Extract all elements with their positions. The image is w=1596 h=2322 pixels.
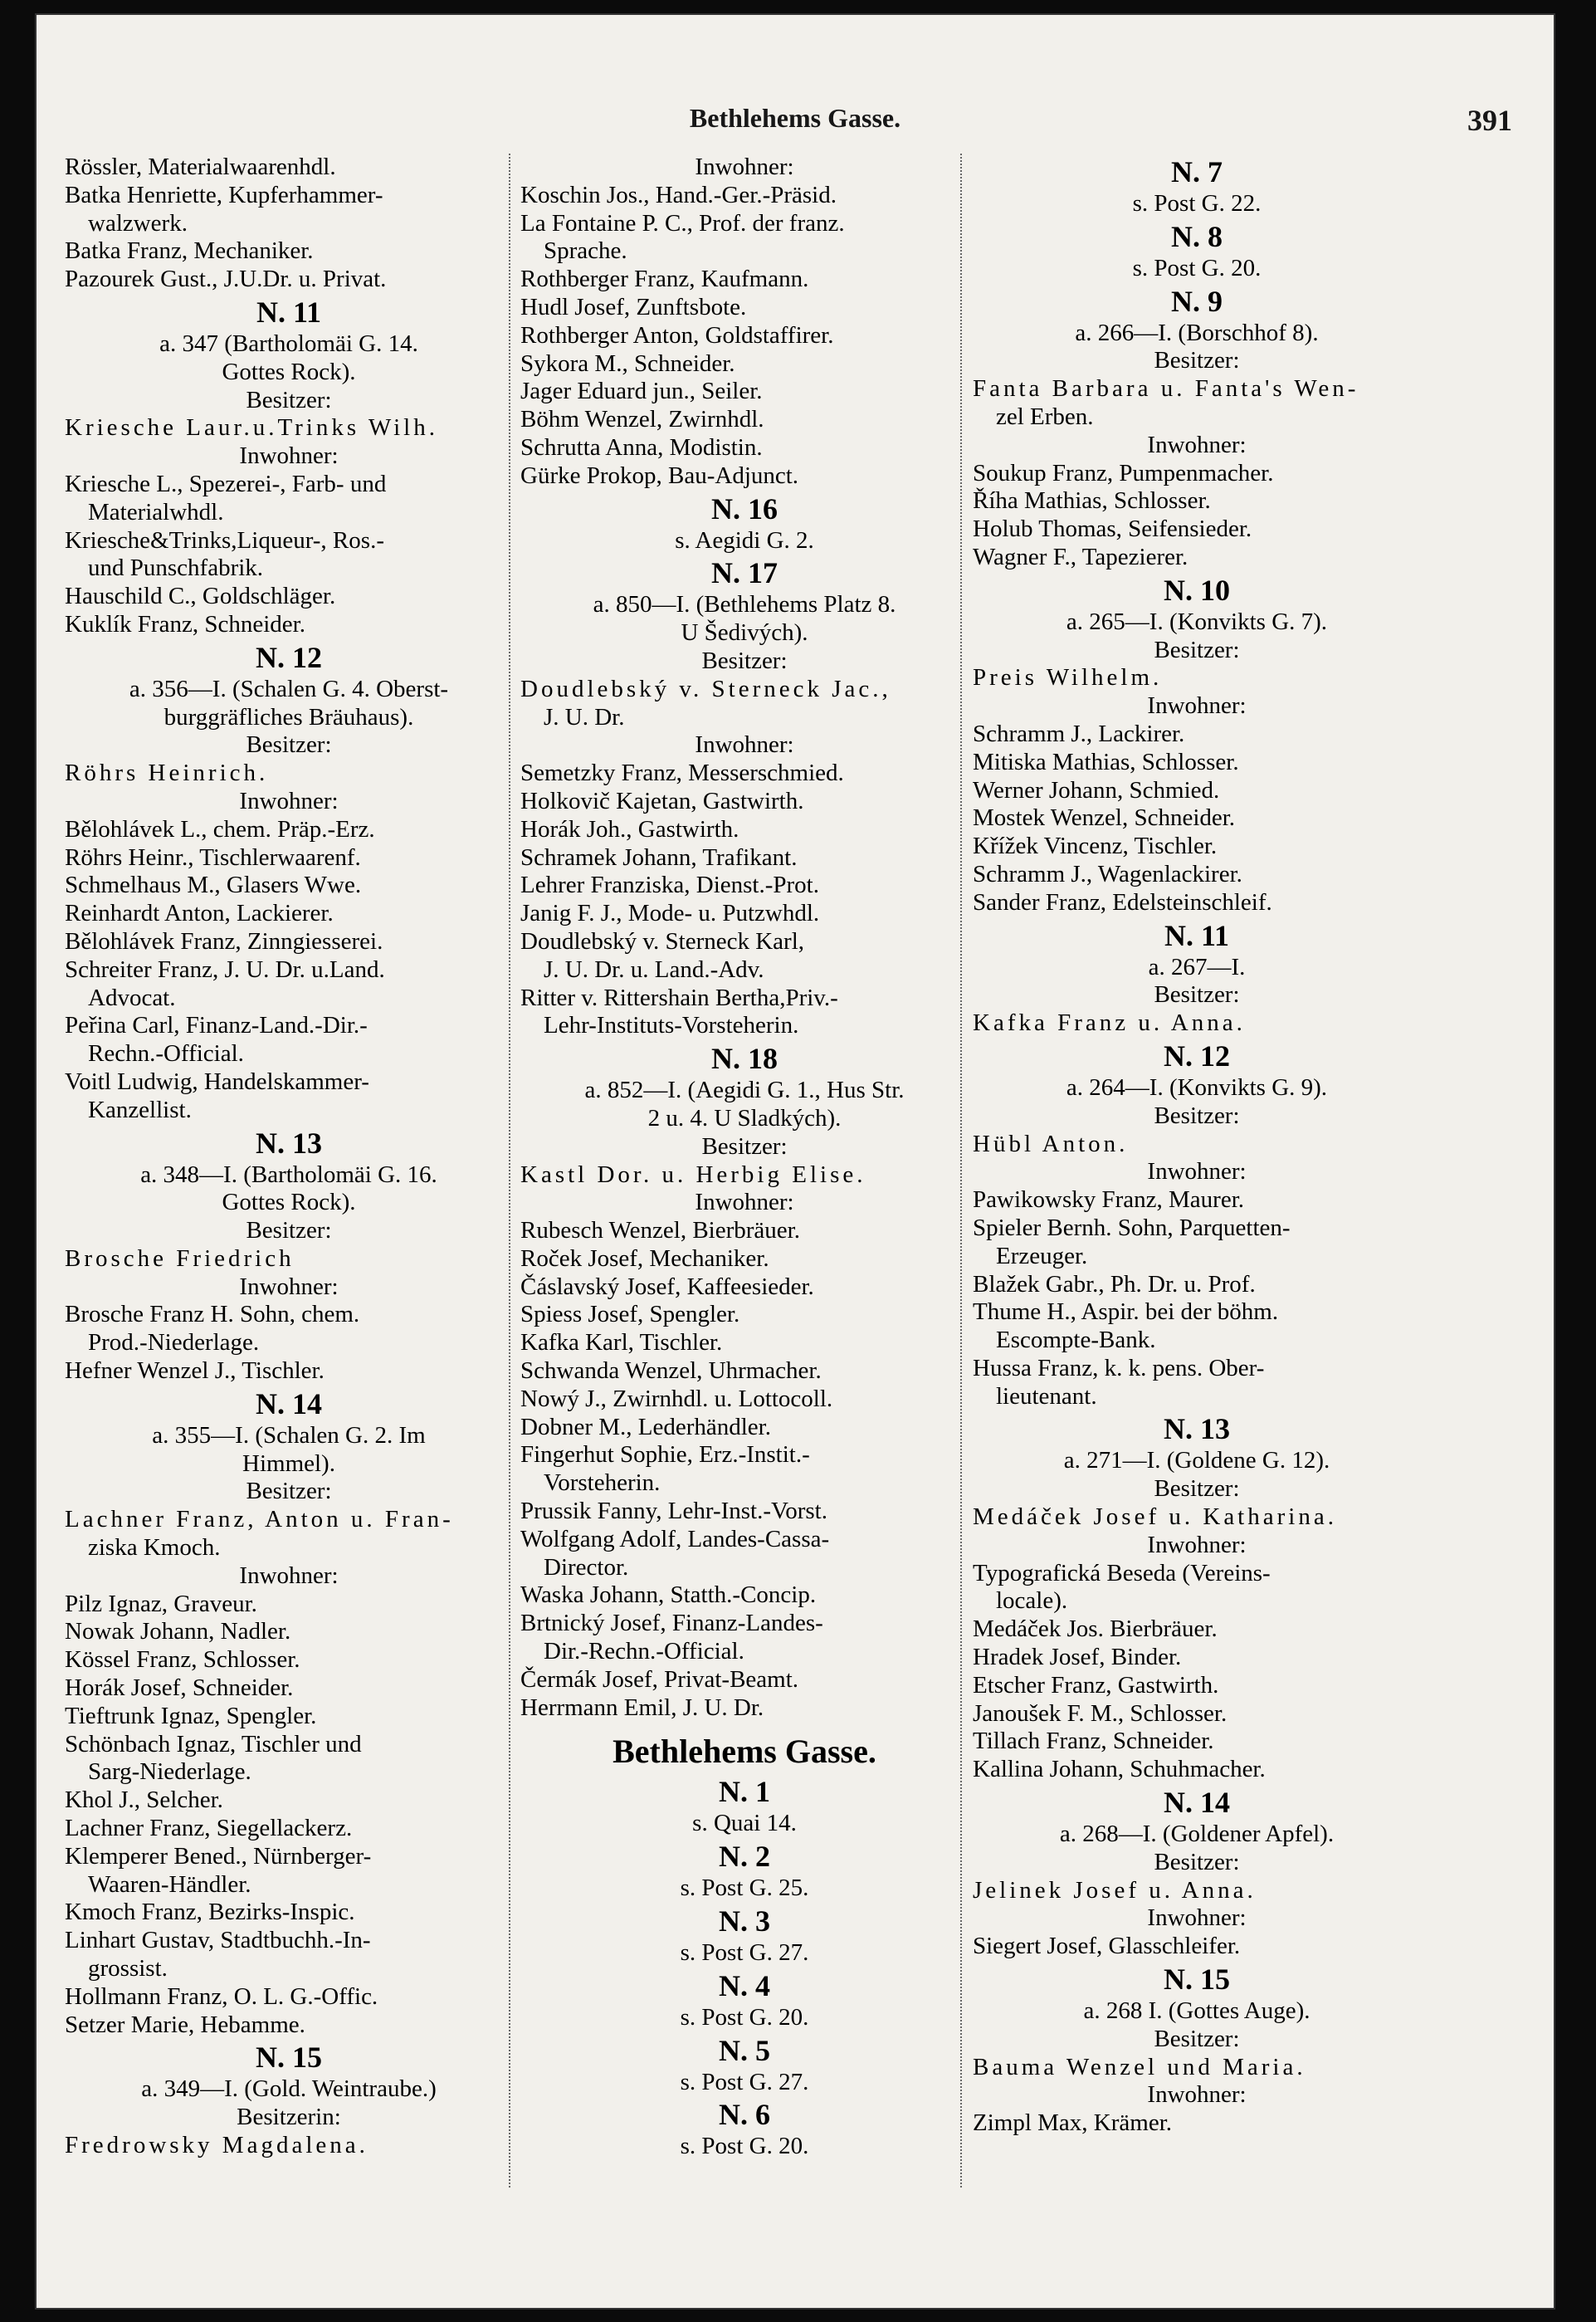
- directory-entry: und Punschfabrik.: [88, 555, 264, 582]
- entry-note: Besitzer:: [246, 1478, 332, 1505]
- house-number-heading: N. 5: [719, 2033, 770, 2067]
- directory-entry: Lachner Franz, Siegellackerz.: [65, 1815, 353, 1842]
- entry-note: a. 356—I. (Schalen G. 4. Oberst-: [129, 675, 449, 702]
- house-number-heading: N. 18: [711, 1042, 778, 1076]
- directory-entry: Vorsteherin.: [544, 1469, 661, 1497]
- entry-note: Inwohner:: [1147, 1904, 1247, 1932]
- entry-note: a. 266—I. (Borschhof 8).: [1075, 319, 1319, 346]
- entry-note: Besitzer:: [701, 647, 788, 674]
- directory-entry: Waska Johann, Statth.-Concip.: [520, 1581, 817, 1609]
- directory-entry: Hussa Franz, k. k. pens. Ober-: [973, 1354, 1265, 1381]
- directory-entry: Bělohlávek Franz, Zinngiesserei.: [65, 927, 383, 955]
- entry-note: s. Post G. 20.: [680, 2003, 809, 2031]
- entry-note: Inwohner:: [695, 1189, 794, 1216]
- house-number-heading: N. 3: [719, 1904, 770, 1938]
- house-number-heading: N. 17: [711, 556, 778, 590]
- entry-note: s. Post G. 20.: [680, 2133, 809, 2160]
- directory-entry: Peřina Carl, Finanz-Land.-Dir.-: [65, 1012, 368, 1039]
- house-number-heading: N. 4: [719, 1968, 770, 2002]
- directory-entry: Schönbach Ignaz, Tischler und: [65, 1730, 362, 1757]
- entry-note: a. 265—I. (Konvikts G. 7).: [1066, 608, 1328, 635]
- directory-entry: Pazourek Gust., J.U.Dr. u. Privat.: [65, 266, 387, 293]
- directory-entry: Prussik Fanny, Lehr-Inst.-Vorst.: [520, 1498, 827, 1525]
- directory-entry: Hradek Josef, Binder.: [973, 1644, 1182, 1671]
- entry-note: s. Aegidi G. 2.: [675, 526, 814, 554]
- owner-entry: Fredrowsky Magdalena.: [65, 2132, 368, 2158]
- directory-entry: Sander Franz, Edelsteinschleif.: [973, 888, 1272, 916]
- entry-note: Inwohner:: [1147, 2081, 1247, 2109]
- entry-note: 2 u. 4. U Sladkých).: [647, 1104, 842, 1132]
- directory-entry: Dobner M., Lederhändler.: [520, 1413, 771, 1440]
- directory-entry: Materialwhdl.: [88, 498, 224, 526]
- entry-note: Besitzer:: [1154, 981, 1240, 1009]
- directory-entry: Holub Thomas, Seifensieder.: [973, 516, 1252, 543]
- directory-entry: Kuklík Franz, Schneider.: [65, 610, 305, 638]
- directory-entry: Jager Eduard jun., Seiler.: [520, 378, 763, 405]
- directory-entry: Schrutta Anna, Modistin.: [520, 433, 763, 461]
- entry-note: a. 850—I. (Bethlehems Platz 8.: [593, 591, 896, 618]
- directory-entry: Wolfgang Adolf, Landes-Cassa-: [520, 1525, 830, 1552]
- entry-note: Besitzer:: [1154, 2025, 1240, 2052]
- directory-entry: Bělohlávek L., chem. Präp.-Erz.: [65, 815, 375, 843]
- directory-entry: ziska Kmoch.: [88, 1534, 221, 1562]
- entry-note: Besitzer:: [246, 731, 332, 759]
- house-number-heading: N. 12: [256, 640, 322, 674]
- entry-note: a. 348—I. (Bartholomäi G. 16.: [140, 1161, 437, 1188]
- owner-entry: Preis Wilhelm.: [973, 664, 1163, 692]
- owner-entry: Doudlebský v. Sterneck Jac.,: [520, 675, 891, 702]
- directory-entry: Escompte-Bank.: [996, 1327, 1156, 1354]
- directory-entry: Böhm Wenzel, Zwirnhdl.: [520, 406, 764, 433]
- page-title: Bethlehems Gasse.: [689, 103, 901, 133]
- directory-entry: Reinhardt Anton, Lackierer.: [65, 900, 334, 927]
- directory-entry: Doudlebský v. Sterneck Karl,: [520, 927, 805, 955]
- directory-entry: Erzeuger.: [996, 1242, 1088, 1269]
- directory-entry: Schwanda Wenzel, Uhrmacher.: [520, 1357, 822, 1385]
- entry-note: Inwohner:: [1147, 431, 1247, 458]
- directory-entry: Brtnický Josef, Finanz-Landes-: [520, 1610, 823, 1637]
- house-number-heading: N. 16: [711, 491, 778, 526]
- directory-entry: Zimpl Max, Krämer.: [973, 2109, 1173, 2137]
- page-number: 391: [1467, 104, 1512, 137]
- house-number-heading: N. 8: [1171, 219, 1223, 253]
- house-number-heading: N. 14: [1164, 1786, 1230, 1820]
- directory-entry: Mostek Wenzel, Schneider.: [973, 804, 1236, 832]
- directory-entry: Fingerhut Sophie, Erz.-Instit.-: [520, 1441, 810, 1469]
- directory-entry: Křížek Vincenz, Tischler.: [973, 833, 1218, 860]
- entry-note: a. 852—I. (Aegidi G. 1., Hus Str.: [584, 1077, 905, 1104]
- directory-entry: Wagner F., Tapezierer.: [973, 543, 1188, 570]
- entry-note: a. 267—I.: [1148, 953, 1246, 980]
- directory-entry: J. U. Dr.: [544, 703, 625, 731]
- house-number-heading: N. 14: [256, 1386, 322, 1420]
- entry-note: Besitzerin:: [237, 2104, 341, 2131]
- directory-entry: Nowý J., Zwirnhdl. u. Lottocoll.: [520, 1385, 833, 1412]
- directory-entry: Batka Franz, Mechaniker.: [65, 237, 314, 265]
- directory-entry: Horák Josef, Schneider.: [65, 1674, 294, 1702]
- column-2: [520, 154, 969, 2212]
- entry-note: Himmel).: [242, 1449, 335, 1477]
- directory-entry: Kriesche L., Spezerei-, Farb- und: [65, 470, 387, 497]
- directory-entry: Hauschild C., Goldschläger.: [65, 583, 336, 610]
- directory-entry: Mitiska Mathias, Schlosser.: [973, 748, 1239, 775]
- directory-entry: zel Erben.: [996, 403, 1094, 430]
- directory-entry: locale).: [996, 1587, 1068, 1615]
- directory-entry: Hefner Wenzel J., Tischler.: [65, 1357, 325, 1385]
- entry-note: Inwohner:: [1147, 1158, 1247, 1185]
- entry-note: s. Post G. 27.: [680, 2068, 809, 2095]
- directory-entry: Kmoch Franz, Bezirks-Inspic.: [65, 1899, 355, 1926]
- directory-entry: Koschin Jos., Hand.-Ger.-Präsid.: [520, 181, 837, 208]
- entry-note: a. 264—I. (Konvikts G. 9).: [1066, 1073, 1328, 1101]
- street-heading: Bethlehems Gasse.: [613, 1733, 876, 1771]
- directory-entry: Rothberger Anton, Goldstaffirer.: [520, 321, 834, 349]
- entry-note: Inwohner:: [239, 442, 339, 470]
- entry-note: Inwohner:: [239, 787, 339, 814]
- house-number-heading: N. 13: [256, 1126, 322, 1160]
- column-3: [973, 154, 1421, 2212]
- directory-entry: Director.: [544, 1553, 629, 1581]
- directory-entry: Linhart Gustav, Stadtbuchh.-In-: [65, 1927, 371, 1954]
- house-number-heading: N. 1: [719, 1775, 770, 1809]
- directory-entry: Říha Mathias, Schlosser.: [973, 487, 1211, 515]
- house-number-heading: N. 10: [1164, 573, 1230, 607]
- owner-entry: Hübl Anton.: [973, 1130, 1129, 1157]
- owner-entry: Brosche Friedrich: [65, 1244, 295, 1272]
- directory-entry: Schramm J., Lackirer.: [973, 720, 1185, 747]
- entry-note: Inwohner:: [695, 154, 794, 180]
- directory-entry: Rössler, Materialwaarenhdl.: [65, 154, 336, 180]
- running-header: [35, 96, 1555, 146]
- entry-note: Besitzer:: [246, 1217, 332, 1244]
- entry-note: Inwohner:: [1147, 692, 1247, 720]
- directory-entry: Spiess Josef, Spengler.: [520, 1301, 740, 1328]
- entry-note: Besitzer:: [701, 1132, 788, 1160]
- entry-note: s. Post G. 25.: [680, 1875, 809, 1902]
- directory-entry: Pilz Ignaz, Graveur.: [65, 1590, 257, 1617]
- entry-note: s. Post G. 22.: [1132, 190, 1262, 217]
- directory-entry: Medáček Jos. Bierbräuer.: [973, 1616, 1218, 1643]
- directory-entry: Rubesch Wenzel, Bierbräuer.: [520, 1217, 800, 1244]
- entry-note: Besitzer:: [1154, 1102, 1240, 1129]
- directory-entry: Batka Henriette, Kupferhammer-: [65, 181, 383, 208]
- directory-entry: Kafka Karl, Tischler.: [520, 1329, 723, 1357]
- entry-note: Besitzer:: [246, 386, 332, 413]
- directory-entry: Janig F. J., Mode- u. Putzwhdl.: [520, 900, 820, 927]
- directory-entry: Kössel Franz, Schlosser.: [65, 1646, 300, 1674]
- directory-entry: Sprache.: [544, 237, 627, 265]
- entry-note: Besitzer:: [1154, 636, 1240, 663]
- directory-entry: Schreiter Franz, J. U. Dr. u.Land.: [65, 956, 385, 983]
- entry-note: burggräfliches Bräuhaus).: [164, 703, 414, 731]
- house-number-heading: N. 12: [1164, 1039, 1230, 1073]
- owner-entry: Jelinek Josef u. Anna.: [973, 1876, 1257, 1904]
- entry-note: U Šedivých).: [681, 619, 808, 647]
- directory-entry: Sarg-Niederlage.: [88, 1758, 251, 1786]
- directory-entry: Hudl Josef, Zunftsbote.: [520, 293, 747, 320]
- entry-note: a. 347 (Bartholomäi G. 14.: [159, 330, 418, 357]
- directory-entry: Roček Josef, Mechaniker.: [520, 1244, 769, 1272]
- directory-entry: grossist.: [88, 1955, 168, 1982]
- house-number-heading: N. 2: [719, 1840, 770, 1874]
- directory-entry: Lehr-Instituts-Vorsteherin.: [544, 1012, 799, 1039]
- directory-entry: walzwerk.: [88, 209, 188, 237]
- house-number-heading: N. 15: [1164, 1963, 1230, 1997]
- directory-entry: Kriesche&Trinks,Liqueur-, Ros.-: [65, 526, 384, 554]
- directory-entry: Klemperer Bened., Nürnberger-: [65, 1842, 372, 1870]
- directory-entry: Gürke Prokop, Bau-Adjunct.: [520, 462, 799, 489]
- directory-entry: Kallina Johann, Schuhmacher.: [973, 1756, 1266, 1783]
- entry-note: s. Post G. 27.: [680, 1939, 809, 1967]
- directory-entry: Schramm J., Wagenlackirer.: [973, 860, 1242, 887]
- entry-note: a. 349—I. (Gold. Weintraube.): [141, 2075, 437, 2103]
- directory-entry: Semetzky Franz, Messerschmied.: [520, 760, 844, 787]
- owner-entry: Lachner Franz, Anton u. Fran-: [65, 1506, 454, 1533]
- directory-entry: Rechn.-Official.: [88, 1040, 244, 1068]
- directory-entry: Sykora M., Schneider.: [520, 350, 735, 377]
- owner-entry: Röhrs Heinrich.: [65, 760, 269, 787]
- directory-entry: Blažek Gabr., Ph. Dr. u. Prof.: [973, 1270, 1256, 1298]
- entry-note: Inwohner:: [239, 1562, 339, 1589]
- directory-entry: Herrmann Emil, J. U. Dr.: [520, 1694, 764, 1721]
- directory-entry: Nowak Johann, Nadler.: [65, 1618, 291, 1645]
- directory-entry: Lehrer Franziska, Dienst.-Prot.: [520, 872, 819, 899]
- directory-entry: Setzer Marie, Hebamme.: [65, 2011, 305, 2038]
- entry-note: s. Post G. 20.: [1132, 254, 1262, 281]
- directory-entry: Tillach Franz, Schneider.: [973, 1728, 1214, 1755]
- directory-entry: Čáslavský Josef, Kaffeesieder.: [520, 1273, 814, 1300]
- directory-entry: Janoušek F. M., Schlosser.: [973, 1699, 1228, 1727]
- directory-entry: Ritter v. Rittershain Bertha,Priv.-: [520, 984, 838, 1011]
- entry-note: Besitzer:: [1154, 1848, 1240, 1875]
- owner-entry: Medáček Josef u. Katharina.: [973, 1503, 1337, 1531]
- directory-entry: Röhrs Heinr., Tischlerwaarenf.: [65, 843, 361, 871]
- directory-entry: Spieler Bernh. Sohn, Parquetten-: [973, 1214, 1291, 1241]
- directory-entry: Dir.-Rechn.-Official.: [544, 1638, 744, 1665]
- directory-entry: Tieftrunk Ignaz, Spengler.: [65, 1702, 317, 1729]
- directory-entry: Etscher Franz, Gastwirth.: [973, 1671, 1219, 1699]
- house-number-heading: N. 15: [256, 2041, 322, 2075]
- entry-note: a. 268—I. (Goldener Apfel).: [1059, 1821, 1335, 1848]
- entry-note: Inwohner:: [1147, 1531, 1247, 1558]
- directory-entry: Soukup Franz, Pumpenmacher.: [973, 459, 1274, 486]
- house-number-heading: N. 9: [1171, 284, 1223, 318]
- house-number-heading: N. 6: [719, 2098, 770, 2132]
- directory-entry: Horák Joh., Gastwirth.: [520, 815, 739, 843]
- directory-entry: Holkovič Kajetan, Gastwirth.: [520, 787, 804, 814]
- directory-entry: J. U. Dr. u. Land.-Adv.: [544, 956, 764, 983]
- directory-entry: Pawikowsky Franz, Maurer.: [973, 1186, 1245, 1214]
- owner-entry: Bauma Wenzel und Maria.: [973, 2053, 1306, 2080]
- directory-entry: Kanzellist.: [88, 1096, 192, 1123]
- owner-entry: Fanta Barbara u. Fanta's Wen-: [973, 375, 1359, 403]
- directory-entry: Khol J., Selcher.: [65, 1787, 223, 1814]
- entry-note: Inwohner:: [239, 1273, 339, 1300]
- entry-note: Besitzer:: [1154, 347, 1240, 374]
- entry-note: Gottes Rock).: [222, 358, 356, 385]
- directory-entry: Schramek Johann, Trafikant.: [520, 843, 798, 871]
- owner-entry: Kastl Dor. u. Herbig Elise.: [520, 1161, 866, 1188]
- entry-note: a. 355—I. (Schalen G. 2. Im: [152, 1421, 426, 1449]
- column-1: [65, 154, 513, 2212]
- directory-entry: Prod.-Niederlage.: [88, 1329, 260, 1357]
- owner-entry: Kriesche Laur.u.Trinks Wilh.: [65, 414, 438, 442]
- directory-entry: Brosche Franz H. Sohn, chem.: [65, 1301, 360, 1328]
- house-number-heading: N. 7: [1171, 155, 1223, 188]
- house-number-heading: N. 11: [256, 295, 321, 329]
- directory-entry: lieutenant.: [996, 1382, 1097, 1410]
- house-number-heading: N. 11: [1164, 918, 1229, 952]
- directory-entry: Werner Johann, Schmied.: [973, 776, 1220, 804]
- directory-entry: Waaren-Händler.: [88, 1870, 251, 1898]
- directory-entry: Hollmann Franz, O. L. G.-Offic.: [65, 1982, 378, 2010]
- directory-entry: Advocat.: [88, 984, 176, 1011]
- directory-entry: Schmelhaus M., Glasers Wwe.: [65, 872, 362, 899]
- entry-note: s. Quai 14.: [692, 1810, 797, 1837]
- owner-entry: Kafka Franz u. Anna.: [973, 1009, 1246, 1037]
- directory-entry: Thume H., Aspir. bei der böhm.: [973, 1298, 1279, 1326]
- entry-note: Gottes Rock).: [222, 1189, 356, 1216]
- directory-entry: Siegert Josef, Glasschleifer.: [973, 1933, 1241, 1960]
- entry-note: Besitzer:: [1154, 1475, 1240, 1503]
- directory-entry: Čermák Josef, Privat-Beamt.: [520, 1665, 799, 1693]
- directory-entry: Typografická Beseda (Vereins-: [973, 1559, 1271, 1586]
- directory-entry: La Fontaine P. C., Prof. der franz.: [520, 209, 845, 237]
- entry-note: Inwohner:: [695, 731, 794, 759]
- entry-note: a. 271—I. (Goldene G. 12).: [1063, 1447, 1330, 1474]
- house-number-heading: N. 13: [1164, 1412, 1230, 1446]
- directory-entry: Voitl Ludwig, Handelskammer-: [65, 1068, 369, 1095]
- directory-entry: Rothberger Franz, Kaufmann.: [520, 266, 809, 293]
- entry-note: a. 268 I. (Gottes Auge).: [1083, 1997, 1310, 2025]
